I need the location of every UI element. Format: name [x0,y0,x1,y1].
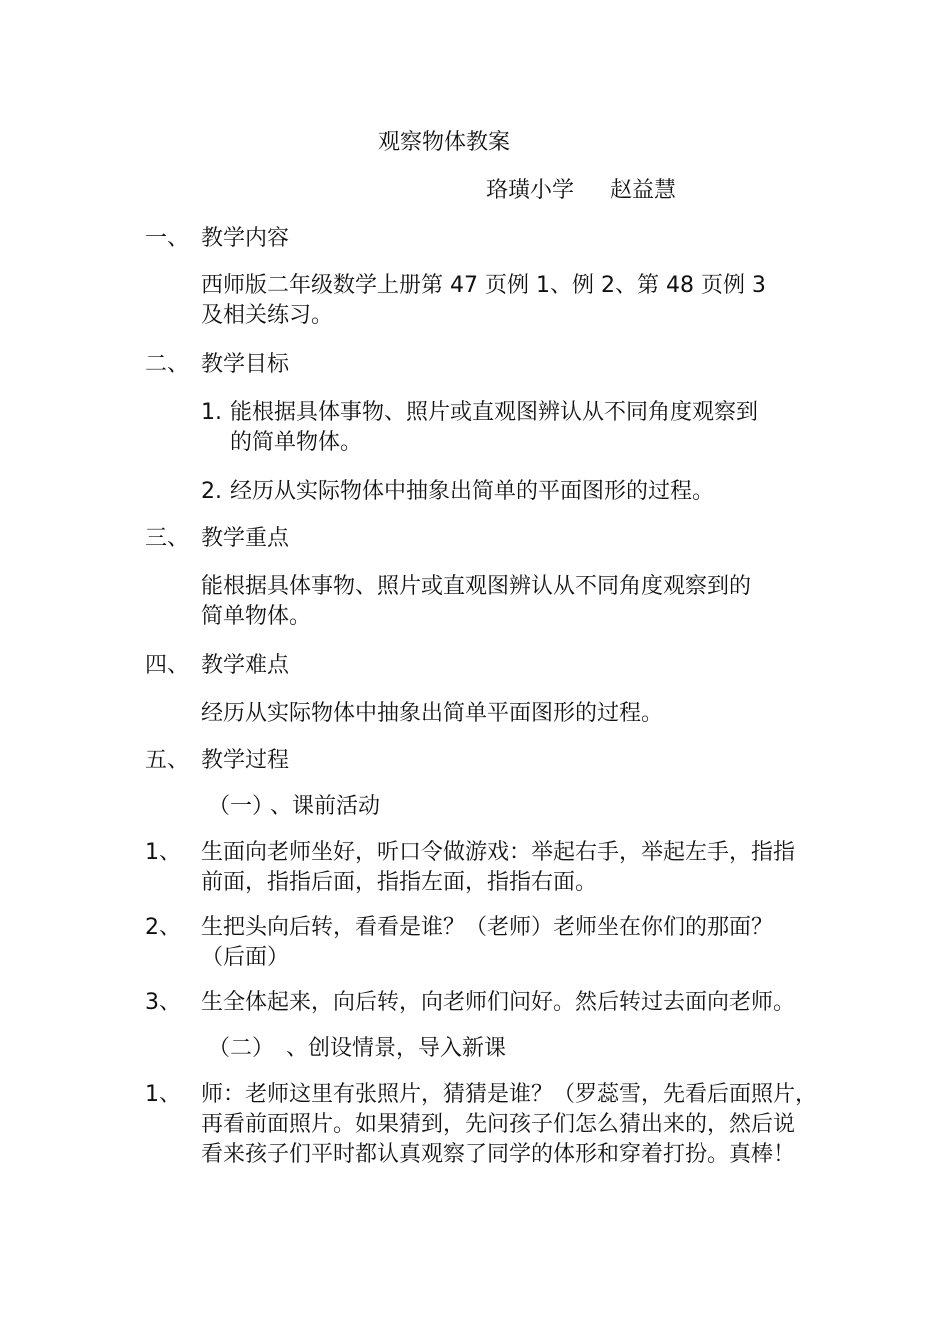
step-line: （后面） [201,945,290,970]
item-line: 的简单物体。 [230,430,363,455]
step-number: 1、 [145,1082,181,1107]
section-heading: 教学目标 [201,352,290,377]
document-title: 观察物体教案 [378,130,511,155]
section-heading: 教学重点 [201,526,290,551]
section-number: 二、 [145,352,190,377]
body-line: 经历从实际物体中抽象出简单平面图形的过程。 [201,701,664,726]
section-number: 四、 [145,653,190,678]
subsection-label: （一） [208,794,275,819]
section-heading: 教学难点 [201,653,290,678]
step-text [201,1080,817,1170]
step-line: 生面向老师坐好，听口令做游戏：举起右手，举起左手，指指 [201,840,796,865]
section-number: 五、 [145,748,190,773]
section-heading: 教学过程 [201,748,290,773]
step-line: 师：老师这里有张照片，猜猜是谁？（罗蕊雪，先看后面照片， [201,1082,818,1107]
section-number: 三、 [145,526,190,551]
section-body [201,699,663,729]
step-line: 生全体起来，向后转，向老师们问好。然后转过去面向老师。 [201,990,796,1015]
body-line: 简单物体。 [201,604,312,629]
body-line: 及相关练习。 [201,303,334,328]
step-number: 3、 [145,990,181,1015]
step-text [201,913,773,973]
section-body [201,271,766,331]
subsection-title: 、课前活动 [270,794,381,819]
objective-item [230,398,758,458]
subsection-label: （二） [208,1036,275,1061]
step-line: 生把头向后转，看看是谁？（老师）老师坐在你们的那面？ [201,915,774,940]
item-line: 能根据具体事物、照片或直观图辨认从不同角度观察到 [230,400,759,425]
item-line: 经历从实际物体中抽象出简单的平面图形的过程。 [230,479,715,504]
step-line: 再看前面照片。如果猜到，先问孩子们怎么猜出来的，然后说 [201,1112,796,1137]
step-text [201,838,795,898]
section-heading: 教学内容 [201,226,290,251]
step-line: 看来孩子们平时都认真观察了同学的体形和穿着打扮。真棒！ [201,1142,796,1167]
step-text [201,988,795,1018]
step-number: 1、 [145,840,181,865]
step-number: 2、 [145,915,181,940]
body-line: 能根据具体事物、照片或直观图辨认从不同角度观察到的 [201,574,752,599]
section-body [201,572,751,632]
body-line: 西师版二年级数学上册第 47 页例 1、例 2、第 48 页例 3 [201,273,766,298]
item-number: 2. [201,479,222,504]
subsection-title: 、创设情景，导入新课 [286,1036,507,1061]
author-name: 赵益慧 [610,178,677,203]
item-number: 1. [201,400,222,425]
author-school: 珞璜小学 [486,178,575,203]
section-number: 一、 [145,226,190,251]
step-line: 前面，指指后面，指指左面，指指右面。 [201,870,598,895]
objective-item [230,477,714,507]
